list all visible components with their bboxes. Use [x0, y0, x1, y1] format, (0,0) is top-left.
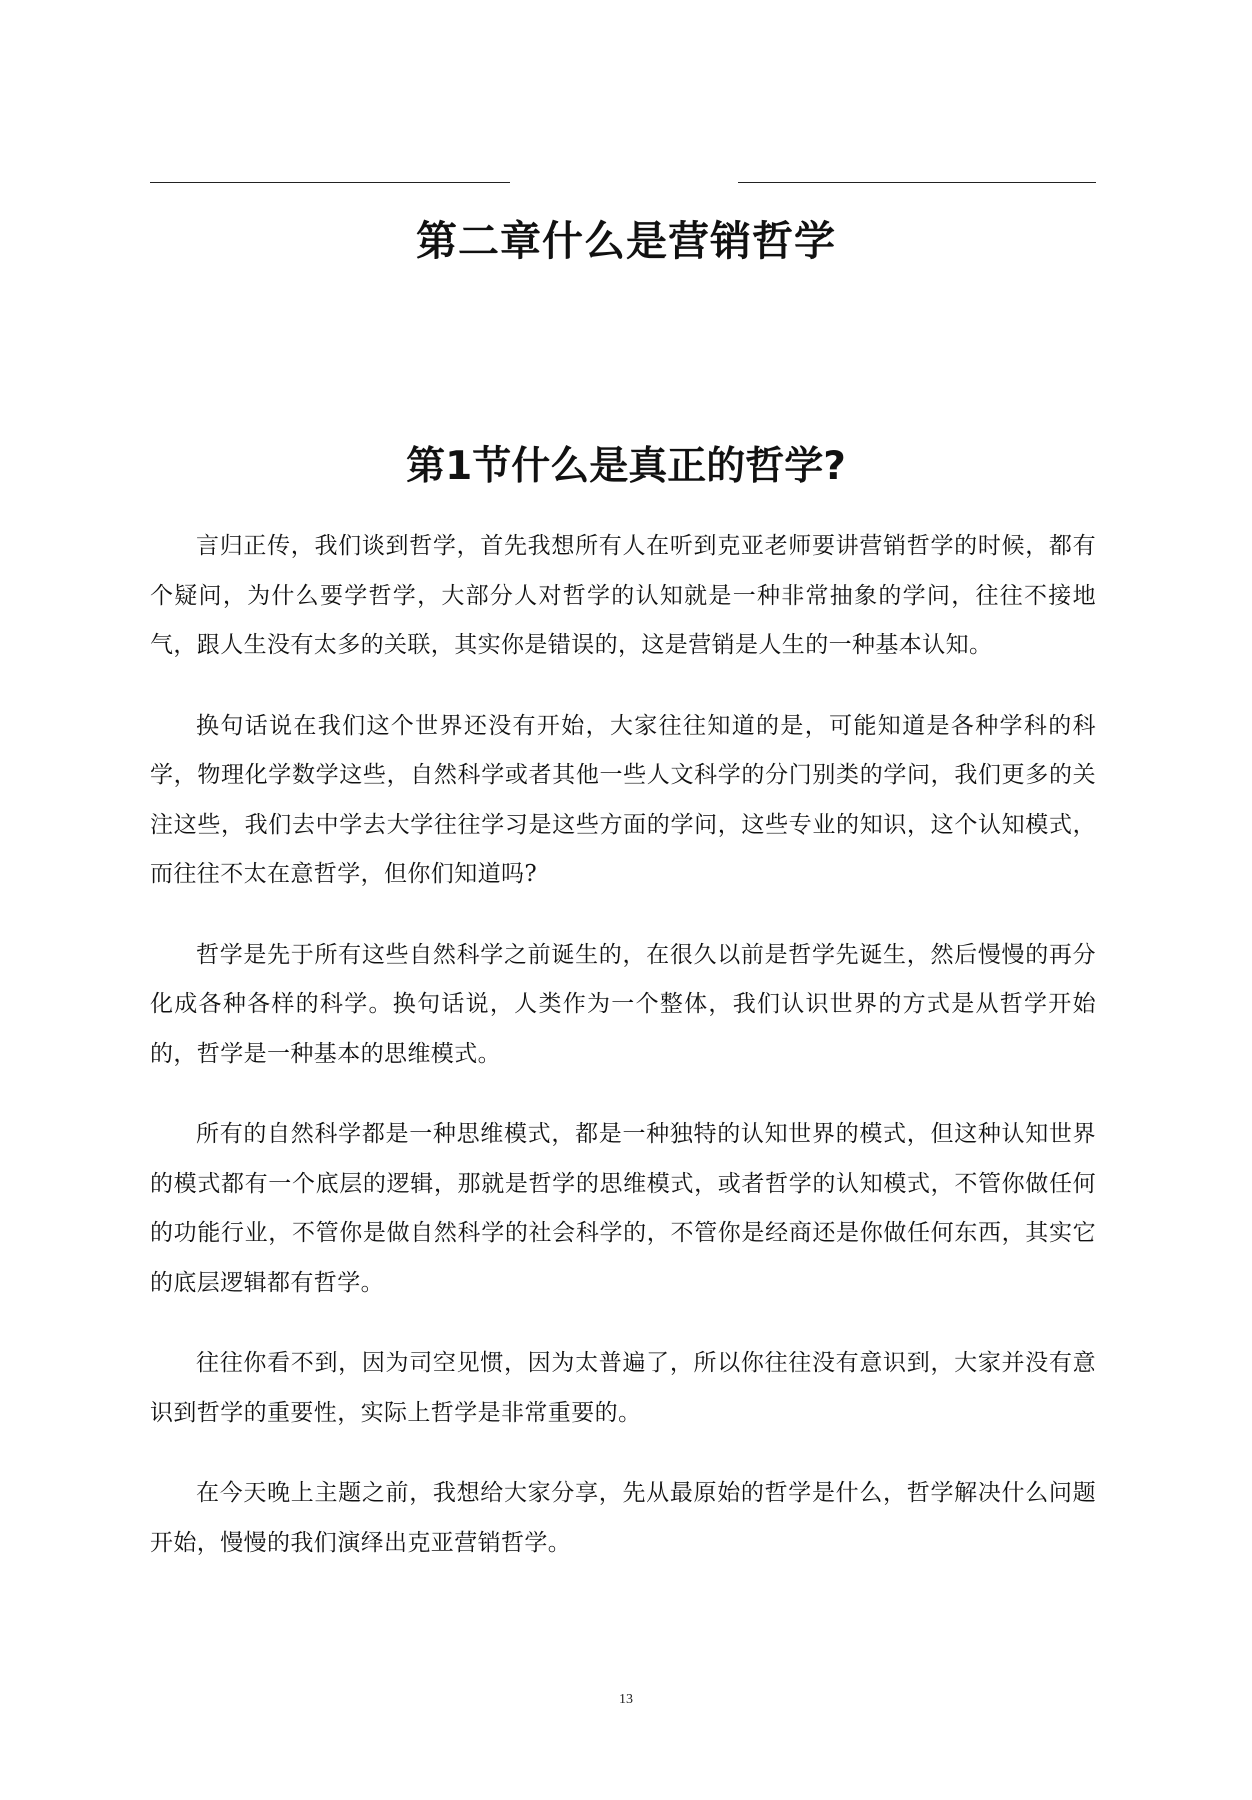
- body-text: [150, 522, 1096, 1599]
- paragraph-3: 哲学是先于所有这些自然科学之前诞生的，在很久以前是哲学先诞生，然后慢慢的再分化成各种各样的科学。换句话说，人类作为一个整体，我们认识世界的方式是从哲学开始的，哲学是一种基本的思维模式。: [150, 941, 1096, 1067]
- section-title: 第1节什么是真正的哲学?: [406, 444, 846, 489]
- paragraph-2: 换句话说在我们这个世界还没有开始，大家往往知道的是，可能知道是各种学科的科学，物理化学数学这些，自然科学或者其他一些人文科学的分门别类的学问，我们更多的关注这些，我们去中学去大学往往学习是这些方面的学问，这些专业的知识，这个认知模式，而往往不太在意哲学，但你们知道吗?: [150, 712, 1096, 887]
- paragraph-6: 在今天晚上主题之前，我想给大家分享，先从最原始的哲学是什么，哲学解决什么问题开始，慢慢的我们演绎出克亚营销哲学。: [150, 1480, 1096, 1556]
- chapter-title: 第二章什么是营销哲学: [416, 217, 836, 265]
- page-number: 13: [619, 1692, 633, 1707]
- paragraph-4: 所有的自然科学都是一种思维模式，都是一种独特的认知世界的模式，但这种认知世界的模式都有一个底层的逻辑，那就是哲学的思维模式，或者哲学的认知模式，不管你做任何的功能行业，不管你是做自然科学的社会科学的，不管你是经商还是你做任何东西，其实它的底层逻辑都有哲学。: [150, 1121, 1096, 1296]
- header-rule-left: [150, 182, 510, 183]
- paragraph-1: 言归正传，我们谈到哲学，首先我想所有人在听到克亚老师要讲营销哲学的时候，都有个疑问，为什么要学哲学，大部分人对哲学的认知就是一种非常抽象的学问，往往不接地气，跟人生没有太多的关联，其实你是错误的，这是营销是人生的一种基本认知。: [150, 533, 1096, 658]
- paragraph-5: 往往你看不到，因为司空见惯，因为太普遍了，所以你往往没有意识到，大家并没有意识到哲学的重要性，实际上哲学是非常重要的。: [150, 1350, 1096, 1426]
- header-rule-right: [738, 182, 1096, 183]
